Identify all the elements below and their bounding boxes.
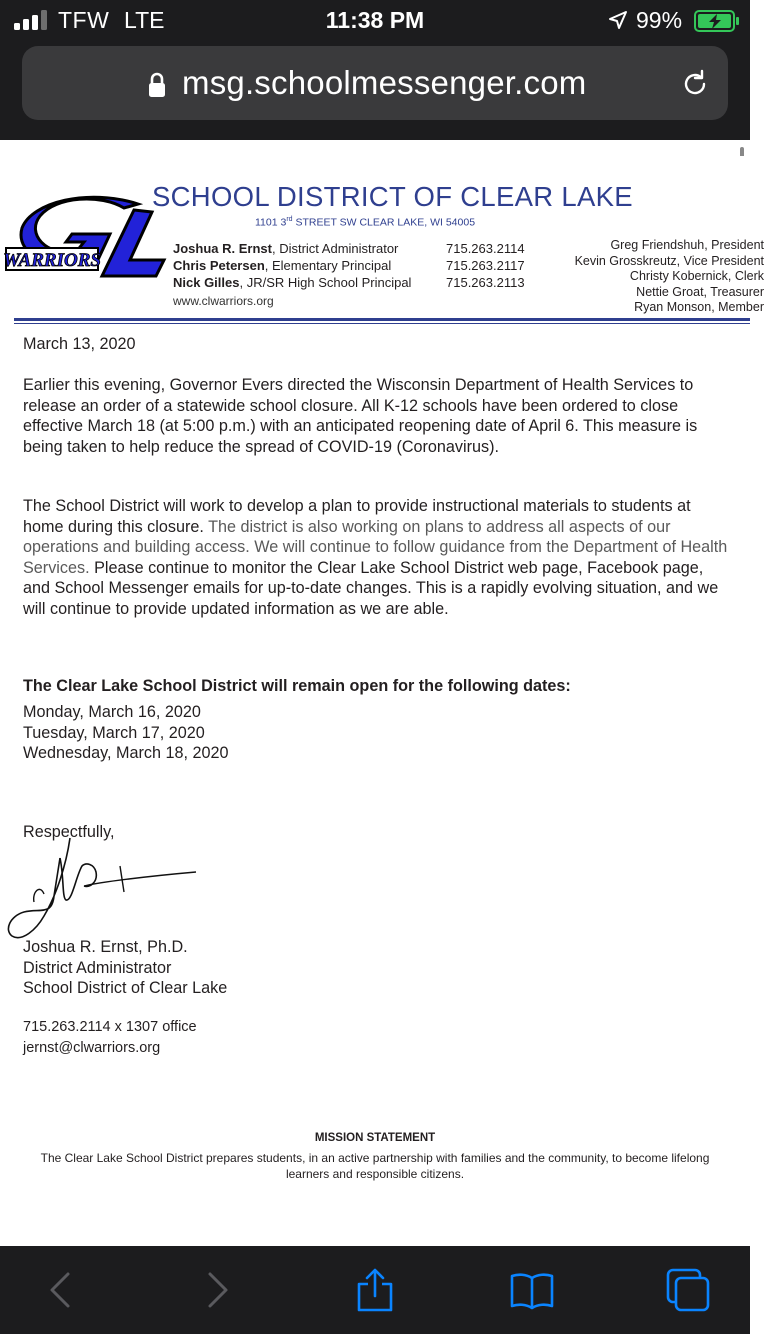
letterhead-divider [14, 318, 750, 321]
board-member: Christy Kobernick, Clerk [629, 269, 764, 283]
district-website[interactable]: www.clwarriors.org [173, 294, 274, 308]
open-date: Tuesday, March 17, 2020 [23, 723, 205, 742]
mission-title: MISSION STATEMENT [314, 1132, 436, 1144]
back-icon[interactable] [40, 1268, 84, 1312]
mission-statement: The Clear Lake School District prepares students, in an active partnership with families and the community, to become lifelong learners and responsible citizens. [40, 1151, 710, 1181]
safari-top-chrome [0, 0, 750, 140]
contact-info [23, 1017, 733, 1058]
signer-title: District Administrator [23, 958, 172, 977]
battery-charging-icon [694, 10, 740, 32]
logo-text: WARRIORS [3, 250, 101, 271]
letterhead-divider-thin [14, 323, 750, 324]
forward-icon[interactable] [196, 1268, 240, 1312]
staff-phone: 715.263.2117 [446, 258, 525, 273]
status-bar [0, 0, 750, 40]
staff-row: Nick Gilles, JR/SR High School Principal [173, 275, 412, 290]
open-dates-heading: The Clear Lake School District will remain open for the following dates: [23, 677, 571, 695]
open-date: Monday, March 16, 2020 [23, 703, 201, 721]
letter-date: March 13, 2020 [23, 335, 136, 353]
contact-email[interactable]: jernst@clwarriors.org [23, 1039, 161, 1056]
signer-block [23, 937, 733, 999]
district-address: 1101 3rd STREET SW CLEAR LAKE, WI 54005 [255, 216, 476, 229]
school-board-list [575, 238, 764, 316]
carrier-name: TFW [58, 7, 110, 33]
board-member: Greg Friendshuh, President [610, 238, 764, 252]
letter-closing: Respectfully, [23, 823, 115, 841]
signal-strength-icon [14, 10, 50, 30]
tabs-icon[interactable] [666, 1268, 710, 1312]
letter-paragraph-2: The School District will work to develop a plan to provide instructional materials to students at home during this closure. The district is also working on plans to address all aspects of our operations and building access. We will continue to follow guidance from the Department of Health Services. Please continue to monitor the Clear Lake School District web page, Facebook page, and School Messenger emails for up-to-date changes. This is a rapidly evolving situation, and we will continue to provide updated information as we are able. [23, 497, 728, 618]
url-text: msg.schoolmessenger.com [182, 64, 587, 101]
staff-phones [446, 240, 525, 291]
address-bar[interactable] [22, 46, 728, 120]
staff-phone: 715.263.2114 [446, 241, 525, 256]
bookmarks-icon[interactable] [510, 1268, 554, 1312]
staff-row: Chris Petersen, Elementary Principal [173, 258, 392, 273]
location-arrow-icon [608, 10, 628, 30]
staff-phone: 715.263.2113 [446, 275, 525, 290]
safari-toolbar [0, 1246, 750, 1334]
open-dates-list [23, 702, 733, 764]
battery-percent: 99% [636, 7, 683, 33]
letter-page [0, 156, 764, 1246]
district-name: SCHOOL DISTRICT OF CLEAR LAKE [152, 181, 633, 212]
contact-phone[interactable]: 715.263.2114 x 1307 office [23, 1019, 197, 1035]
board-member: Ryan Monson, Member [634, 300, 764, 314]
open-date: Wednesday, March 18, 2020 [23, 744, 229, 762]
share-icon[interactable] [353, 1268, 397, 1312]
board-member: Kevin Grosskreutz, Vice President [574, 253, 764, 268]
status-time: 11:38 PM [325, 7, 425, 33]
network-type: LTE [124, 7, 165, 33]
district-logo [3, 194, 168, 294]
signer-organization: School District of Clear Lake [23, 979, 228, 997]
signer-name: Joshua R. Ernst, Ph.D. [23, 938, 188, 956]
letter-paragraph-1: Earlier this evening, Governor Evers directed the Wisconsin Department of Health Services to release an order of a statewide school closure. All K-12 schools have been ordered to close effective March 18 (at 5:00 p.m.) with an anticipated reopening date of April 6. This measure is being taken to help reduce the spread of COVID-19 (Coronavirus). [23, 376, 698, 456]
reload-icon[interactable] [679, 68, 711, 100]
staff-list [173, 240, 411, 291]
board-member: Nettie Groat, Treasurer [636, 284, 764, 299]
lock-icon [147, 72, 167, 98]
staff-row: Joshua R. Ernst, District Administrator [173, 241, 399, 256]
